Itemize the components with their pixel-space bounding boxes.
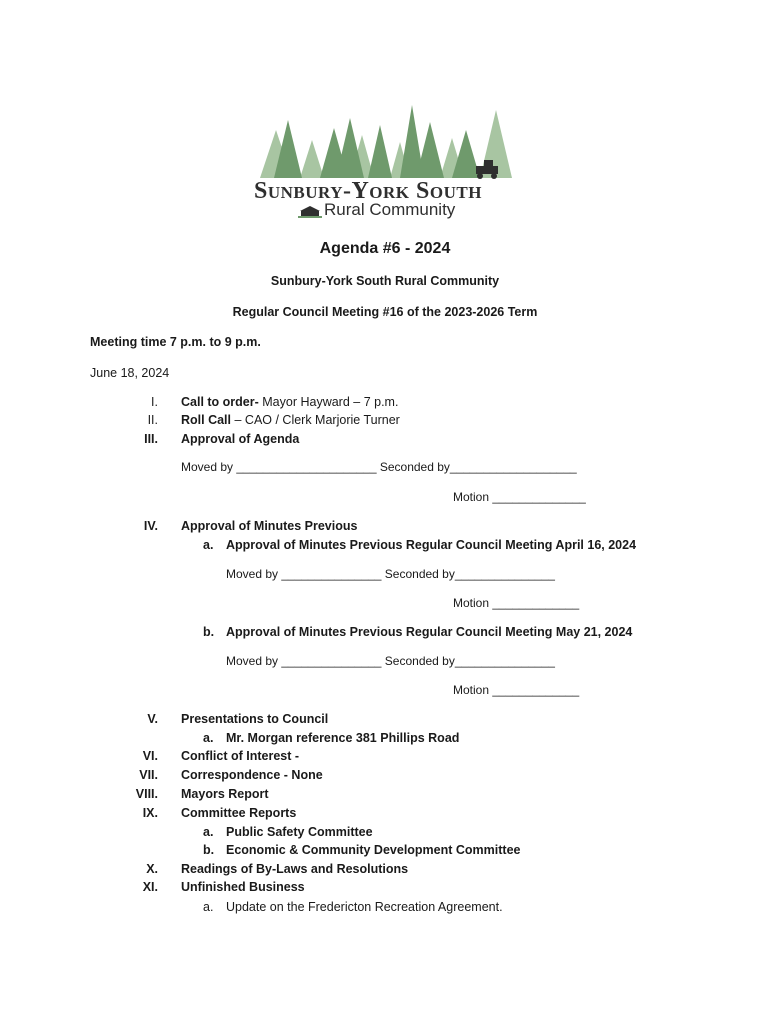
agenda-item-mayors-report: Mayors Report bbox=[181, 787, 269, 801]
minutes-april-moved: Moved by _______________ Seconded by_______________ bbox=[226, 567, 555, 581]
agenda-item-approval-agenda: Approval of Agenda bbox=[181, 432, 300, 446]
logo-name-line2: Rural Community bbox=[324, 200, 456, 219]
minutes-may: Approval of Minutes Previous Regular Council Meeting May 21, 2024 bbox=[226, 625, 633, 639]
sub-item-label: a. bbox=[203, 731, 214, 745]
logo-name-line1: Sunbury-York South bbox=[254, 178, 482, 204]
item-number: X. bbox=[146, 862, 158, 876]
item-number: I. bbox=[151, 395, 158, 409]
meeting-name: Regular Council Meeting #16 of the 2023-2026 Term bbox=[232, 305, 538, 319]
sub-item-label: a. bbox=[203, 538, 214, 552]
committee-economic: Economic & Community Development Committee bbox=[226, 843, 521, 857]
minutes-may-moved: Moved by _______________ Seconded by_______________ bbox=[226, 654, 555, 668]
meeting-time: Meeting time 7 p.m. to 9 p.m. bbox=[90, 335, 261, 349]
item-bold: Roll Call bbox=[181, 413, 232, 427]
presentation-morgan: Mr. Morgan reference 381 Phillips Road bbox=[226, 731, 460, 745]
sub-item-label: a. bbox=[203, 825, 214, 839]
agenda-item-unfinished: Unfinished Business bbox=[181, 880, 305, 894]
organization-name: Sunbury-York South Rural Community bbox=[270, 274, 500, 288]
tree-line-icon bbox=[240, 100, 530, 180]
agenda-item-roll-call bbox=[181, 413, 400, 427]
agenda-item-correspondence: Correspondence - None bbox=[181, 768, 323, 782]
item-rest: – CAO / Clerk Marjorie Turner bbox=[231, 413, 400, 427]
item-number: VII. bbox=[139, 768, 158, 782]
minutes-may-motion: Motion _____________ bbox=[453, 683, 580, 697]
item-number: II. bbox=[147, 413, 158, 427]
meeting-date: June 18, 2024 bbox=[90, 366, 170, 380]
item-number: V. bbox=[147, 712, 158, 726]
unfinished-fredericton: Update on the Fredericton Recreation Agreement. bbox=[226, 900, 503, 914]
item-number: XI. bbox=[142, 880, 158, 894]
sub-item-label: a. bbox=[203, 900, 214, 914]
committee-public-safety: Public Safety Committee bbox=[226, 825, 373, 839]
item-bold: Call to order- bbox=[181, 395, 259, 409]
agenda-motion-line: Motion ______________ bbox=[453, 490, 586, 504]
item-number: VI. bbox=[142, 749, 158, 763]
agenda-item-approval-minutes: Approval of Minutes Previous bbox=[181, 519, 358, 533]
item-number: IV. bbox=[143, 519, 158, 533]
covered-bridge-icon bbox=[298, 205, 322, 219]
sub-item-label: b. bbox=[203, 625, 215, 639]
item-number: VIII. bbox=[135, 787, 158, 801]
minutes-april: Approval of Minutes Previous Regular Council Meeting April 16, 2024 bbox=[226, 538, 637, 552]
agenda-title: Agenda #6 - 2024 bbox=[319, 240, 451, 257]
agenda-item-conflict: Conflict of Interest - bbox=[181, 749, 300, 763]
item-rest: Mayor Hayward – 7 p.m. bbox=[258, 395, 399, 409]
agenda-item-presentations: Presentations to Council bbox=[181, 712, 329, 726]
sub-item-label: b. bbox=[203, 843, 215, 857]
item-number: IX. bbox=[142, 806, 158, 820]
agenda-item-call-to-order bbox=[181, 395, 398, 409]
agenda-item-committee-reports: Committee Reports bbox=[181, 806, 297, 820]
logo bbox=[240, 100, 530, 230]
minutes-april-motion: Motion _____________ bbox=[453, 596, 580, 610]
agenda-moved-line: Moved by _____________________ Seconded by___________________ bbox=[181, 460, 577, 474]
agenda-item-bylaws: Readings of By-Laws and Resolutions bbox=[181, 862, 409, 876]
item-number: III. bbox=[144, 432, 158, 446]
